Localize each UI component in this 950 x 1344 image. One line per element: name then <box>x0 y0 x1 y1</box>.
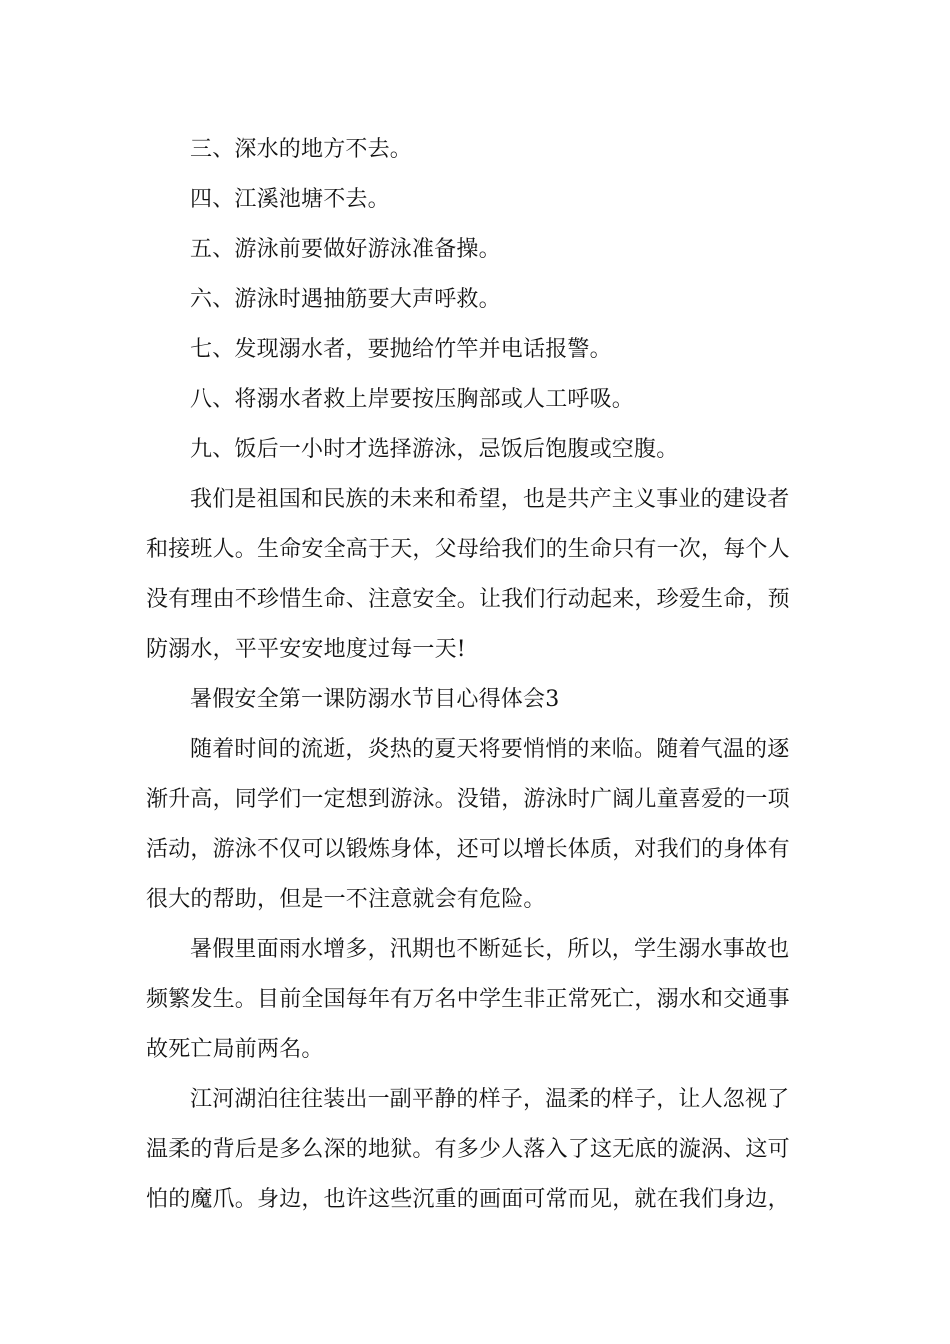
paragraph-line: 随着时间的流逝，炎热的夏天将要悄悄的来临。随着气温的逐 <box>190 737 790 762</box>
rule-item-7: 七、发现溺水者，要抛给竹竿并电话报警。 <box>190 337 612 362</box>
rule-item-4: 四、江溪池塘不去。 <box>190 187 390 212</box>
paragraph-line: 活动，游泳不仅可以锻炼身体，还可以增长体质，对我们的身体有 <box>146 837 790 862</box>
section-heading: 暑假安全第一课防溺水节目心得体会3 <box>190 687 560 712</box>
paragraph-line: 暑假里面雨水增多，汛期也不断延长，所以，学生溺水事故也 <box>190 937 790 962</box>
paragraph-line: 渐升高，同学们一定想到游泳。没错，游泳时广阔儿童喜爱的一项 <box>146 787 790 812</box>
rule-item-6: 六、游泳时遇抽筋要大声呼救。 <box>190 287 501 312</box>
rule-item-8: 八、将溺水者救上岸要按压胸部或人工呼吸。 <box>190 387 635 412</box>
paragraph-line: 怕的魔爪。身边，也许这些沉重的画面可常而见，就在我们身边， <box>146 1187 790 1212</box>
paragraph-line: 没有理由不珍惜生命、注意安全。让我们行动起来，珍爱生命，预 <box>146 587 790 612</box>
rule-item-5: 五、游泳前要做好游泳准备操。 <box>190 237 501 262</box>
paragraph-line: 很大的帮助，但是一不注意就会有危险。 <box>146 887 546 912</box>
rule-item-9: 九、饭后一小时才选择游泳，忌饭后饱腹或空腹。 <box>190 437 679 462</box>
paragraph-line: 江河湖泊往往装出一副平静的样子，温柔的样子，让人忽视了 <box>190 1087 790 1112</box>
paragraph-line: 我们是祖国和民族的未来和希望，也是共产主义事业的建设者 <box>190 487 790 512</box>
paragraph-line: 故死亡局前两名。 <box>146 1037 324 1062</box>
paragraph-line: 和接班人。生命安全高于天，父母给我们的生命只有一次，每个人 <box>146 537 790 562</box>
rule-item-3: 三、深水的地方不去。 <box>190 137 413 162</box>
paragraph-line: 防溺水，平平安安地度过每一天! <box>146 637 466 662</box>
paragraph-line: 温柔的背后是多么深的地狱。有多少人落入了这无底的漩涡、这可 <box>146 1137 790 1162</box>
paragraph-line: 频繁发生。目前全国每年有万名中学生非正常死亡，溺水和交通事 <box>146 987 790 1012</box>
